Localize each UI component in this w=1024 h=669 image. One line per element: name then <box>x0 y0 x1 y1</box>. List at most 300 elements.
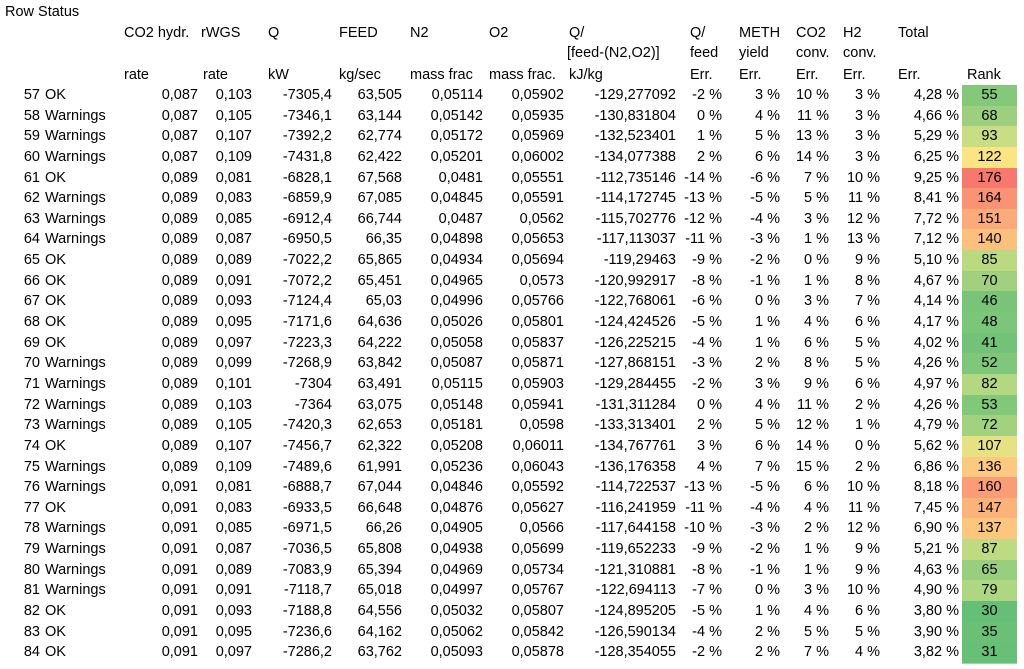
row-number: 70 <box>23 355 40 372</box>
meth-yield-err: 0 % <box>755 582 780 599</box>
row-number: 72 <box>23 396 40 413</box>
feed-kg-sec: 63,762 <box>357 644 402 661</box>
header-h2-conv-unit: Err. <box>843 67 866 83</box>
q-feed-err: -4 % <box>692 334 722 351</box>
table-row <box>0 601 1024 622</box>
q-feed-err: -5 % <box>692 603 722 620</box>
h2-conv-err: 6 % <box>855 375 880 392</box>
meth-yield-err: 5 % <box>755 128 780 145</box>
n2-mass-frac: 0,05115 <box>431 375 483 392</box>
feed-kg-sec: 62,653 <box>357 417 402 434</box>
header-q-feed-n2o2: Q/ <box>569 25 585 41</box>
meth-yield-err: 4 % <box>755 396 780 413</box>
feed-kg-sec: 66,35 <box>365 231 402 248</box>
meth-yield-err: 5 % <box>755 417 780 434</box>
q-feed-kj-kg: -129,277092 <box>594 87 676 103</box>
co2-conv-err: 1 % <box>804 541 829 558</box>
header-n2-unit: mass frac <box>410 67 473 83</box>
meth-yield-err: 3 % <box>755 375 780 392</box>
o2-mass-frac: 0,05801 <box>511 314 564 331</box>
q-feed-err: -11 % <box>685 231 722 248</box>
q-feed-kj-kg: -114,172745 <box>595 190 676 207</box>
q-feed-err: -8 % <box>692 561 722 578</box>
row-number: 79 <box>23 541 40 558</box>
rank-cell: 147 <box>962 498 1017 520</box>
co2-conv-err: 11 % <box>797 107 829 124</box>
feed-kg-sec: 64,222 <box>357 334 402 351</box>
row-status: Warnings <box>45 190 106 207</box>
feed-kg-sec: 65,394 <box>357 561 402 578</box>
row-status-title: Row Status <box>5 4 80 20</box>
row-status: Warnings <box>45 231 106 248</box>
q-kw: -6912,4 <box>282 210 332 227</box>
rank-cell: 65 <box>962 560 1017 582</box>
rwgs-rate: 0,085 <box>215 210 252 227</box>
rank-cell: 176 <box>962 168 1017 190</box>
q-kw: -6888,7 <box>282 479 332 496</box>
header-q-feed-err-sub: feed <box>690 45 719 61</box>
meth-yield-err: -2 % <box>750 541 780 558</box>
meth-yield-err: -1 % <box>750 272 780 289</box>
q-kw: -7118,7 <box>283 582 332 599</box>
total-err: 5,10 % <box>913 252 959 269</box>
meth-yield-err: 6 % <box>755 437 780 454</box>
rwgs-rate: 0,091 <box>215 272 252 289</box>
meth-yield-err: -4 % <box>750 499 780 516</box>
rank-cell: 30 <box>962 601 1017 623</box>
rwgs-rate: 0,089 <box>215 561 252 578</box>
q-feed-err: -13 % <box>684 479 722 496</box>
row-status: Warnings <box>45 541 106 558</box>
o2-mass-frac: 0,06011 <box>512 437 564 454</box>
header-h2-conv: H2 <box>843 25 862 41</box>
rank-cell: 48 <box>962 312 1017 334</box>
o2-mass-frac: 0,05878 <box>511 644 564 661</box>
meth-yield-err: -5 % <box>750 479 780 496</box>
table-row <box>0 312 1024 333</box>
row-number: 81 <box>23 582 40 599</box>
h2-conv-err: 2 % <box>855 396 880 413</box>
total-err: 7,72 % <box>913 210 959 227</box>
table-row <box>0 229 1024 250</box>
table-row <box>0 642 1024 663</box>
row-number: 59 <box>23 128 40 145</box>
q-feed-err: 0 % <box>697 396 722 413</box>
q-feed-err: -6 % <box>692 293 722 310</box>
feed-kg-sec: 67,568 <box>357 169 402 186</box>
row-number: 62 <box>23 190 40 207</box>
co2-conv-err: 1 % <box>804 272 829 289</box>
row-status: Warnings <box>45 148 106 165</box>
o2-mass-frac: 0,05941 <box>511 396 564 413</box>
row-number: 84 <box>23 644 40 661</box>
q-feed-err: -13 % <box>684 190 722 207</box>
o2-mass-frac: 0,05592 <box>511 479 564 496</box>
row-number: 65 <box>23 252 40 269</box>
o2-mass-frac: 0,05807 <box>511 603 564 620</box>
rwgs-rate: 0,105 <box>215 417 252 434</box>
rank-cell: 72 <box>962 415 1017 437</box>
n2-mass-frac: 0,05087 <box>430 355 483 372</box>
n2-mass-frac: 0,05148 <box>430 396 483 413</box>
rwgs-rate: 0,109 <box>215 458 252 475</box>
q-feed-kj-kg: -124,895205 <box>594 603 676 620</box>
row-status: OK <box>45 603 66 620</box>
row-status: OK <box>45 87 66 103</box>
q-kw: -7072,2 <box>282 272 332 289</box>
q-kw: -6859,9 <box>282 190 332 207</box>
co2-hydr-rate: 0,091 <box>161 561 198 578</box>
q-kw: -7305,4 <box>282 87 332 103</box>
o2-mass-frac: 0,05766 <box>511 293 564 310</box>
h2-conv-err: 5 % <box>855 355 880 372</box>
co2-hydr-rate: 0,089 <box>161 458 198 475</box>
co2-hydr-rate: 0,091 <box>161 623 198 640</box>
row-number: 83 <box>23 623 40 640</box>
table-row <box>0 250 1024 271</box>
n2-mass-frac: 0,05172 <box>430 128 483 145</box>
h2-conv-err: 9 % <box>855 252 880 269</box>
header-meth-yield: METH <box>739 25 781 41</box>
feed-kg-sec: 65,865 <box>357 252 402 269</box>
rwgs-rate: 0,101 <box>215 375 252 392</box>
q-kw: -7392,2 <box>282 128 332 145</box>
rwgs-rate: 0,095 <box>215 623 252 640</box>
q-feed-kj-kg: -119,652233 <box>595 541 676 558</box>
co2-hydr-rate: 0,089 <box>161 272 198 289</box>
q-feed-err: -14 % <box>684 169 722 186</box>
rank-cell: 85 <box>962 250 1017 272</box>
co2-conv-err: 2 % <box>804 520 829 537</box>
h2-conv-err: 11 % <box>848 499 880 516</box>
h2-conv-err: 7 % <box>855 293 880 310</box>
h2-conv-err: 10 % <box>846 582 880 599</box>
row-status: Warnings <box>45 479 106 496</box>
row-number: 67 <box>23 293 40 310</box>
feed-kg-sec: 65,451 <box>357 272 402 289</box>
total-err: 8,41 % <box>913 190 959 207</box>
row-status: OK <box>45 499 66 516</box>
table-row <box>0 85 1024 106</box>
q-feed-err: -9 % <box>692 541 722 558</box>
meth-yield-err: 2 % <box>755 623 780 640</box>
h2-conv-err: 3 % <box>855 87 880 103</box>
co2-conv-err: 3 % <box>804 582 829 599</box>
meth-yield-err: 4 % <box>755 107 780 124</box>
rank-cell: 151 <box>962 209 1017 231</box>
total-err: 3,80 % <box>913 603 959 620</box>
o2-mass-frac: 0,05903 <box>511 375 564 392</box>
row-status: Warnings <box>45 107 106 124</box>
feed-kg-sec: 63,842 <box>357 355 402 372</box>
rwgs-rate: 0,107 <box>215 128 252 145</box>
header-feed-unit: kg/sec <box>339 67 381 83</box>
n2-mass-frac: 0,04934 <box>430 252 483 269</box>
q-feed-err: -2 % <box>692 87 722 103</box>
rank-cell: 55 <box>962 85 1017 107</box>
co2-hydr-rate: 0,091 <box>161 520 198 537</box>
q-kw: -7304 <box>294 375 332 392</box>
header-o2-unit: mass frac. <box>489 67 556 83</box>
feed-kg-sec: 67,085 <box>357 190 402 207</box>
o2-mass-frac: 0,05551 <box>511 169 564 186</box>
n2-mass-frac: 0,05032 <box>430 603 483 620</box>
header-co2-conv-unit: Err. <box>796 67 819 83</box>
row-status: Warnings <box>45 458 106 475</box>
meth-yield-err: -1 % <box>750 561 780 578</box>
header-rank: Rank <box>967 67 1001 83</box>
q-feed-kj-kg: -128,354055 <box>594 644 676 661</box>
header-feed: FEED <box>339 25 378 41</box>
n2-mass-frac: 0,05114 <box>431 87 483 103</box>
co2-conv-err: 13 % <box>795 128 829 145</box>
co2-conv-err: 7 % <box>804 169 829 186</box>
co2-conv-err: 1 % <box>804 561 829 578</box>
meth-yield-err: 7 % <box>755 458 780 475</box>
q-kw: -7364 <box>294 396 332 413</box>
rank-cell: 93 <box>962 126 1017 148</box>
h2-conv-err: 3 % <box>855 128 880 145</box>
header-rwgs: rWGS <box>201 25 241 41</box>
n2-mass-frac: 0,0487 <box>438 210 483 227</box>
co2-hydr-rate: 0,091 <box>161 582 198 599</box>
total-err: 4,66 % <box>913 107 959 124</box>
row-status: Warnings <box>45 396 106 413</box>
total-err: 4,97 % <box>913 375 959 392</box>
co2-hydr-rate: 0,089 <box>161 334 198 351</box>
rwgs-rate: 0,095 <box>215 314 252 331</box>
co2-conv-err: 6 % <box>804 334 829 351</box>
q-feed-kj-kg: -115,702776 <box>595 210 676 227</box>
row-status: Warnings <box>45 355 106 372</box>
q-feed-kj-kg: -116,241959 <box>595 499 676 516</box>
h2-conv-err: 11 % <box>848 190 880 207</box>
o2-mass-frac: 0,05653 <box>511 231 564 248</box>
co2-hydr-rate: 0,087 <box>161 148 198 165</box>
q-feed-kj-kg: -112,735146 <box>595 169 676 186</box>
q-feed-err: -2 % <box>692 644 722 661</box>
rank-cell: 70 <box>962 271 1017 293</box>
co2-hydr-rate: 0,089 <box>161 396 198 413</box>
header-n2: N2 <box>410 25 429 41</box>
feed-kg-sec: 66,648 <box>357 499 402 516</box>
q-feed-err: 2 % <box>697 148 722 165</box>
header-co2-hydr-unit: rate <box>124 67 149 83</box>
row-status: OK <box>45 293 66 310</box>
header-q-feed-n2o2-unit: kJ/kg <box>569 67 603 83</box>
header-h2-conv-sub: conv. <box>843 45 877 61</box>
o2-mass-frac: 0,05627 <box>511 499 564 516</box>
feed-kg-sec: 64,636 <box>357 314 402 331</box>
feed-kg-sec: 63,144 <box>357 107 402 124</box>
co2-conv-err: 9 % <box>804 375 829 392</box>
co2-conv-err: 11 % <box>797 396 829 413</box>
q-feed-err: -10 % <box>684 520 722 537</box>
total-err: 7,45 % <box>913 499 959 516</box>
row-status: Warnings <box>45 210 106 227</box>
q-feed-kj-kg: -122,768061 <box>594 293 676 310</box>
q-feed-kj-kg: -127,868151 <box>594 355 676 372</box>
o2-mass-frac: 0,05842 <box>511 623 564 640</box>
header-meth-yield-unit: Err. <box>739 67 762 83</box>
n2-mass-frac: 0,05062 <box>430 623 483 640</box>
total-err: 4,67 % <box>913 272 959 289</box>
co2-hydr-rate: 0,089 <box>161 355 198 372</box>
o2-mass-frac: 0,05969 <box>511 128 564 145</box>
table-row <box>0 168 1024 189</box>
row-number: 57 <box>23 87 40 103</box>
co2-hydr-rate: 0,089 <box>161 190 198 207</box>
h2-conv-err: 6 % <box>855 314 880 331</box>
table-row <box>0 560 1024 581</box>
o2-mass-frac: 0,06043 <box>511 458 564 475</box>
q-feed-kj-kg: -130,831804 <box>594 107 676 124</box>
q-kw: -7236,6 <box>282 623 332 640</box>
n2-mass-frac: 0,05142 <box>430 107 483 124</box>
feed-kg-sec: 62,322 <box>357 437 402 454</box>
total-err: 5,21 % <box>913 541 959 558</box>
row-number: 60 <box>23 148 40 165</box>
header-co2-hydr: CO2 hydr. <box>124 25 190 41</box>
rwgs-rate: 0,087 <box>215 231 252 248</box>
q-feed-err: -11 % <box>685 499 722 516</box>
q-kw: -7489,6 <box>282 458 332 475</box>
row-status: OK <box>45 644 66 661</box>
row-number: 82 <box>23 603 40 620</box>
row-number: 76 <box>23 479 40 496</box>
meth-yield-err: 1 % <box>755 603 780 620</box>
meth-yield-err: 1 % <box>755 314 780 331</box>
n2-mass-frac: 0,05208 <box>430 437 483 454</box>
total-err: 3,90 % <box>913 623 959 640</box>
o2-mass-frac: 0,0573 <box>519 272 564 289</box>
total-err: 4,26 % <box>913 396 959 413</box>
o2-mass-frac: 0,05694 <box>511 252 564 269</box>
co2-conv-err: 14 % <box>795 437 829 454</box>
meth-yield-err: -2 % <box>750 252 780 269</box>
rank-cell: 107 <box>962 436 1017 458</box>
row-number: 71 <box>23 375 40 392</box>
q-feed-err: -2 % <box>692 375 722 392</box>
n2-mass-frac: 0,05026 <box>430 314 483 331</box>
rwgs-rate: 0,081 <box>215 169 252 186</box>
rwgs-rate: 0,093 <box>215 293 252 310</box>
rwgs-rate: 0,083 <box>215 499 252 516</box>
header-total: Total <box>898 25 929 41</box>
co2-hydr-rate: 0,089 <box>161 375 198 392</box>
h2-conv-err: 12 % <box>846 210 880 227</box>
h2-conv-err: 10 % <box>846 169 880 186</box>
row-status: OK <box>45 169 66 186</box>
feed-kg-sec: 64,556 <box>357 603 402 620</box>
row-number: 63 <box>23 210 40 227</box>
q-feed-kj-kg: -122,694113 <box>595 582 676 599</box>
total-err: 5,62 % <box>913 437 959 454</box>
feed-kg-sec: 66,744 <box>357 210 402 227</box>
row-number: 73 <box>23 417 40 434</box>
q-kw: -7346,1 <box>282 107 332 124</box>
total-err: 4,28 % <box>913 87 959 103</box>
co2-conv-err: 3 % <box>804 293 829 310</box>
q-feed-err: -12 % <box>684 210 722 227</box>
n2-mass-frac: 0,04938 <box>430 541 483 558</box>
meth-yield-err: -5 % <box>750 190 780 207</box>
feed-kg-sec: 62,774 <box>357 128 402 145</box>
o2-mass-frac: 0,05699 <box>511 541 564 558</box>
rwgs-rate: 0,103 <box>215 87 252 103</box>
co2-hydr-rate: 0,089 <box>161 231 198 248</box>
o2-mass-frac: 0,05591 <box>511 190 564 207</box>
feed-kg-sec: 65,018 <box>357 582 402 599</box>
table-row <box>0 436 1024 457</box>
meth-yield-err: -3 % <box>750 231 780 248</box>
co2-hydr-rate: 0,091 <box>161 479 198 496</box>
q-feed-kj-kg: -121,310881 <box>594 561 676 578</box>
q-feed-kj-kg: -119,29463 <box>603 252 676 269</box>
total-err: 4,63 % <box>913 561 959 578</box>
h2-conv-err: 9 % <box>855 561 880 578</box>
rank-cell: 53 <box>962 395 1017 417</box>
rank-cell: 140 <box>962 229 1017 251</box>
row-number: 66 <box>23 272 40 289</box>
q-feed-err: -9 % <box>692 252 722 269</box>
co2-hydr-rate: 0,091 <box>161 644 198 661</box>
q-feed-err: 2 % <box>697 417 722 434</box>
q-feed-err: -8 % <box>692 272 722 289</box>
feed-kg-sec: 67,044 <box>357 479 402 496</box>
q-feed-kj-kg: -117,644158 <box>595 520 676 537</box>
q-feed-kj-kg: -134,767761 <box>594 437 676 454</box>
rwgs-rate: 0,097 <box>215 334 252 351</box>
n2-mass-frac: 0,04997 <box>430 582 483 599</box>
rwgs-rate: 0,097 <box>215 644 252 661</box>
h2-conv-err: 1 % <box>855 417 880 434</box>
rank-cell: 52 <box>962 353 1017 375</box>
row-status: Warnings <box>45 520 106 537</box>
h2-conv-err: 6 % <box>855 603 880 620</box>
rwgs-rate: 0,091 <box>215 582 252 599</box>
rank-cell: 79 <box>962 580 1017 602</box>
total-err: 5,29 % <box>913 128 959 145</box>
o2-mass-frac: 0,0566 <box>519 520 564 537</box>
co2-hydr-rate: 0,089 <box>161 437 198 454</box>
table-row <box>0 271 1024 292</box>
rwgs-rate: 0,109 <box>215 148 252 165</box>
co2-conv-err: 4 % <box>804 603 829 620</box>
co2-hydr-rate: 0,087 <box>161 128 198 145</box>
co2-hydr-rate: 0,089 <box>161 314 198 331</box>
h2-conv-err: 0 % <box>855 437 880 454</box>
row-number: 80 <box>23 561 40 578</box>
rank-cell: 41 <box>962 333 1017 355</box>
total-err: 4,17 % <box>913 314 959 331</box>
meth-yield-err: -3 % <box>750 520 780 537</box>
feed-kg-sec: 63,505 <box>357 87 402 103</box>
meth-yield-err: 6 % <box>755 148 780 165</box>
row-status: Warnings <box>45 128 106 145</box>
o2-mass-frac: 0,0562 <box>519 210 564 227</box>
rwgs-rate: 0,085 <box>215 520 252 537</box>
header-q-feed-n2o2-sub: [feed-(N2,O2)] <box>567 45 660 61</box>
table-row <box>0 147 1024 168</box>
table-row <box>0 291 1024 312</box>
table-row <box>0 126 1024 147</box>
o2-mass-frac: 0,05837 <box>511 334 564 351</box>
h2-conv-err: 8 % <box>855 272 880 289</box>
row-number: 74 <box>23 437 40 454</box>
table-row <box>0 106 1024 127</box>
rank-cell: 68 <box>962 106 1017 128</box>
